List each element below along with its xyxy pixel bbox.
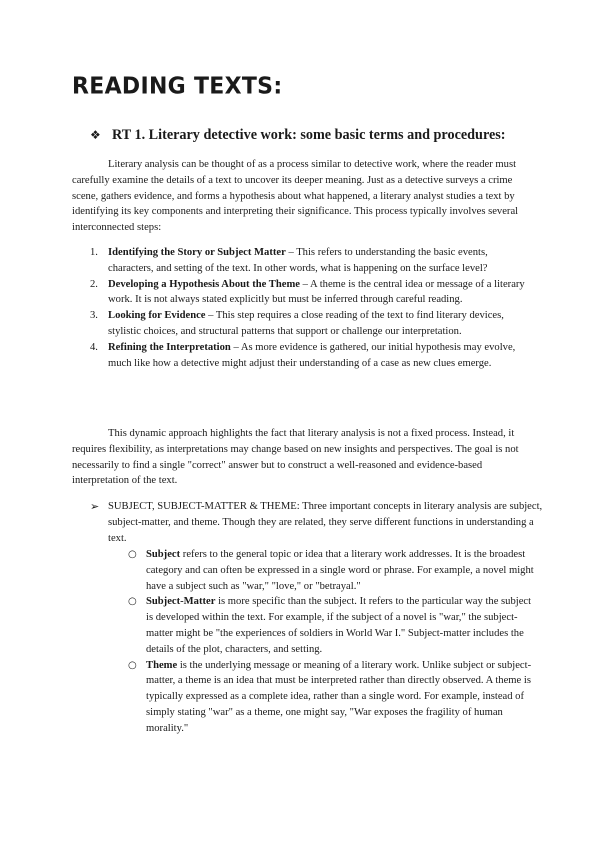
step-text: – This step requires a close reading of the text to find literary devices, stylistic choices, and structural patterns that support or challenge our interpretation. (108, 310, 504, 337)
step-text: – This refers to understanding the basic events, characters, and setting of the text. In other words, what is happening on the surface level? (108, 247, 488, 274)
intro-text: Literary analysis can be thought of as a process similar to detective work, where the reader must carefully examine the details of a text to uncover its deeper meaning. Just as a detective surveys a crime scene, gathers evidence, and forms a hypothesis about what happened, a literary analyst studies a text by identifying its key components and interpreting their significance. This process typically involves several interconnected steps: (72, 159, 519, 234)
concept-term: Theme (146, 659, 178, 671)
concept-term: Subject (146, 549, 181, 560)
step-number: 2. (90, 278, 98, 290)
section-heading (90, 126, 550, 144)
circle-bullet-icon: ○ (128, 596, 137, 608)
step-text: – As more evidence is gathered, our initial hypothesis may evolve, much like how a detective might adjust their understanding of a case as new clues emerge. (108, 341, 516, 369)
intro-paragraph (72, 157, 532, 236)
step-term: Refining the Interpretation (108, 341, 231, 353)
list-item (72, 308, 532, 340)
list-item (126, 658, 536, 737)
dynamic-text: This dynamic approach highlights the fact that literary analysis is not a fixed process. Instead, it requires flexibility, as interpretations may change based on new insights and perspectives. The goal is not necessarily to find a single "correct" answer but to construct a well-reasoned and evidence-based interpretation of the text. (72, 428, 519, 487)
list-item (72, 245, 532, 277)
arrow-bullet-icon: ➢ (90, 500, 100, 513)
concepts-intro (90, 499, 550, 546)
step-term: Looking for Evidence (108, 310, 206, 322)
circle-bullet-icon: ○ (128, 549, 137, 560)
step-number: 3. (90, 310, 98, 322)
diamond-bullet-icon: ❖ (90, 128, 101, 142)
step-number: 1. (90, 247, 98, 258)
concept-text: is the underlying message or meaning of a literary work. Unlike subject or subject-matter, a theme is an idea that must be interpreted rather than directly observed. A theme is typically expressed as a complete idea, rather than a single word. For example, instead of simply stating "war" as a theme, one might say, "War exposes the fragility of human morality." (146, 659, 532, 734)
concept-text: is more specific than the subject. It refers to the particular way the subject is developed within the text. For example, if the subject of a novel is "war," the subject-matter might be "the experiences of soldiers in World War I." Subject-matter includes the details of the plot, characters, and setting. (146, 596, 532, 655)
step-text: – A theme is the central idea or message of a literary work. It is not always stated explicitly but must be inferred through careful reading. (108, 278, 525, 306)
list-item (72, 277, 532, 309)
step-number: 4. (90, 341, 98, 353)
concepts-list (126, 547, 536, 737)
concepts-intro-text: SUBJECT, SUBJECT-MATTER & THEME: Three important concepts in literary analysis are subject, subject-matter, and theme. Though they are related, they serve different functions in understanding a text. (108, 501, 543, 544)
section-heading-text: RT 1. Literary detective work: some basic terms and procedures: (112, 127, 506, 143)
steps-list (72, 245, 532, 371)
circle-bullet-icon: ○ (128, 659, 137, 671)
list-item (72, 340, 532, 372)
concept-text: refers to the general topic or idea that a literary work addresses. It is the broadest category and can often be expressed in a single word or phrase. For example, a novel might have a subject such as "war," "love," or "betrayal." (146, 549, 534, 592)
list-item (126, 547, 536, 594)
step-term: Identifying the Story or Subject Matter (108, 247, 286, 258)
page-title: READING TEXTS: (72, 73, 283, 100)
dynamic-paragraph (72, 426, 532, 489)
list-item (126, 594, 536, 657)
step-term: Developing a Hypothesis About the Theme (108, 278, 300, 290)
concept-term: Subject-Matter (146, 596, 216, 608)
